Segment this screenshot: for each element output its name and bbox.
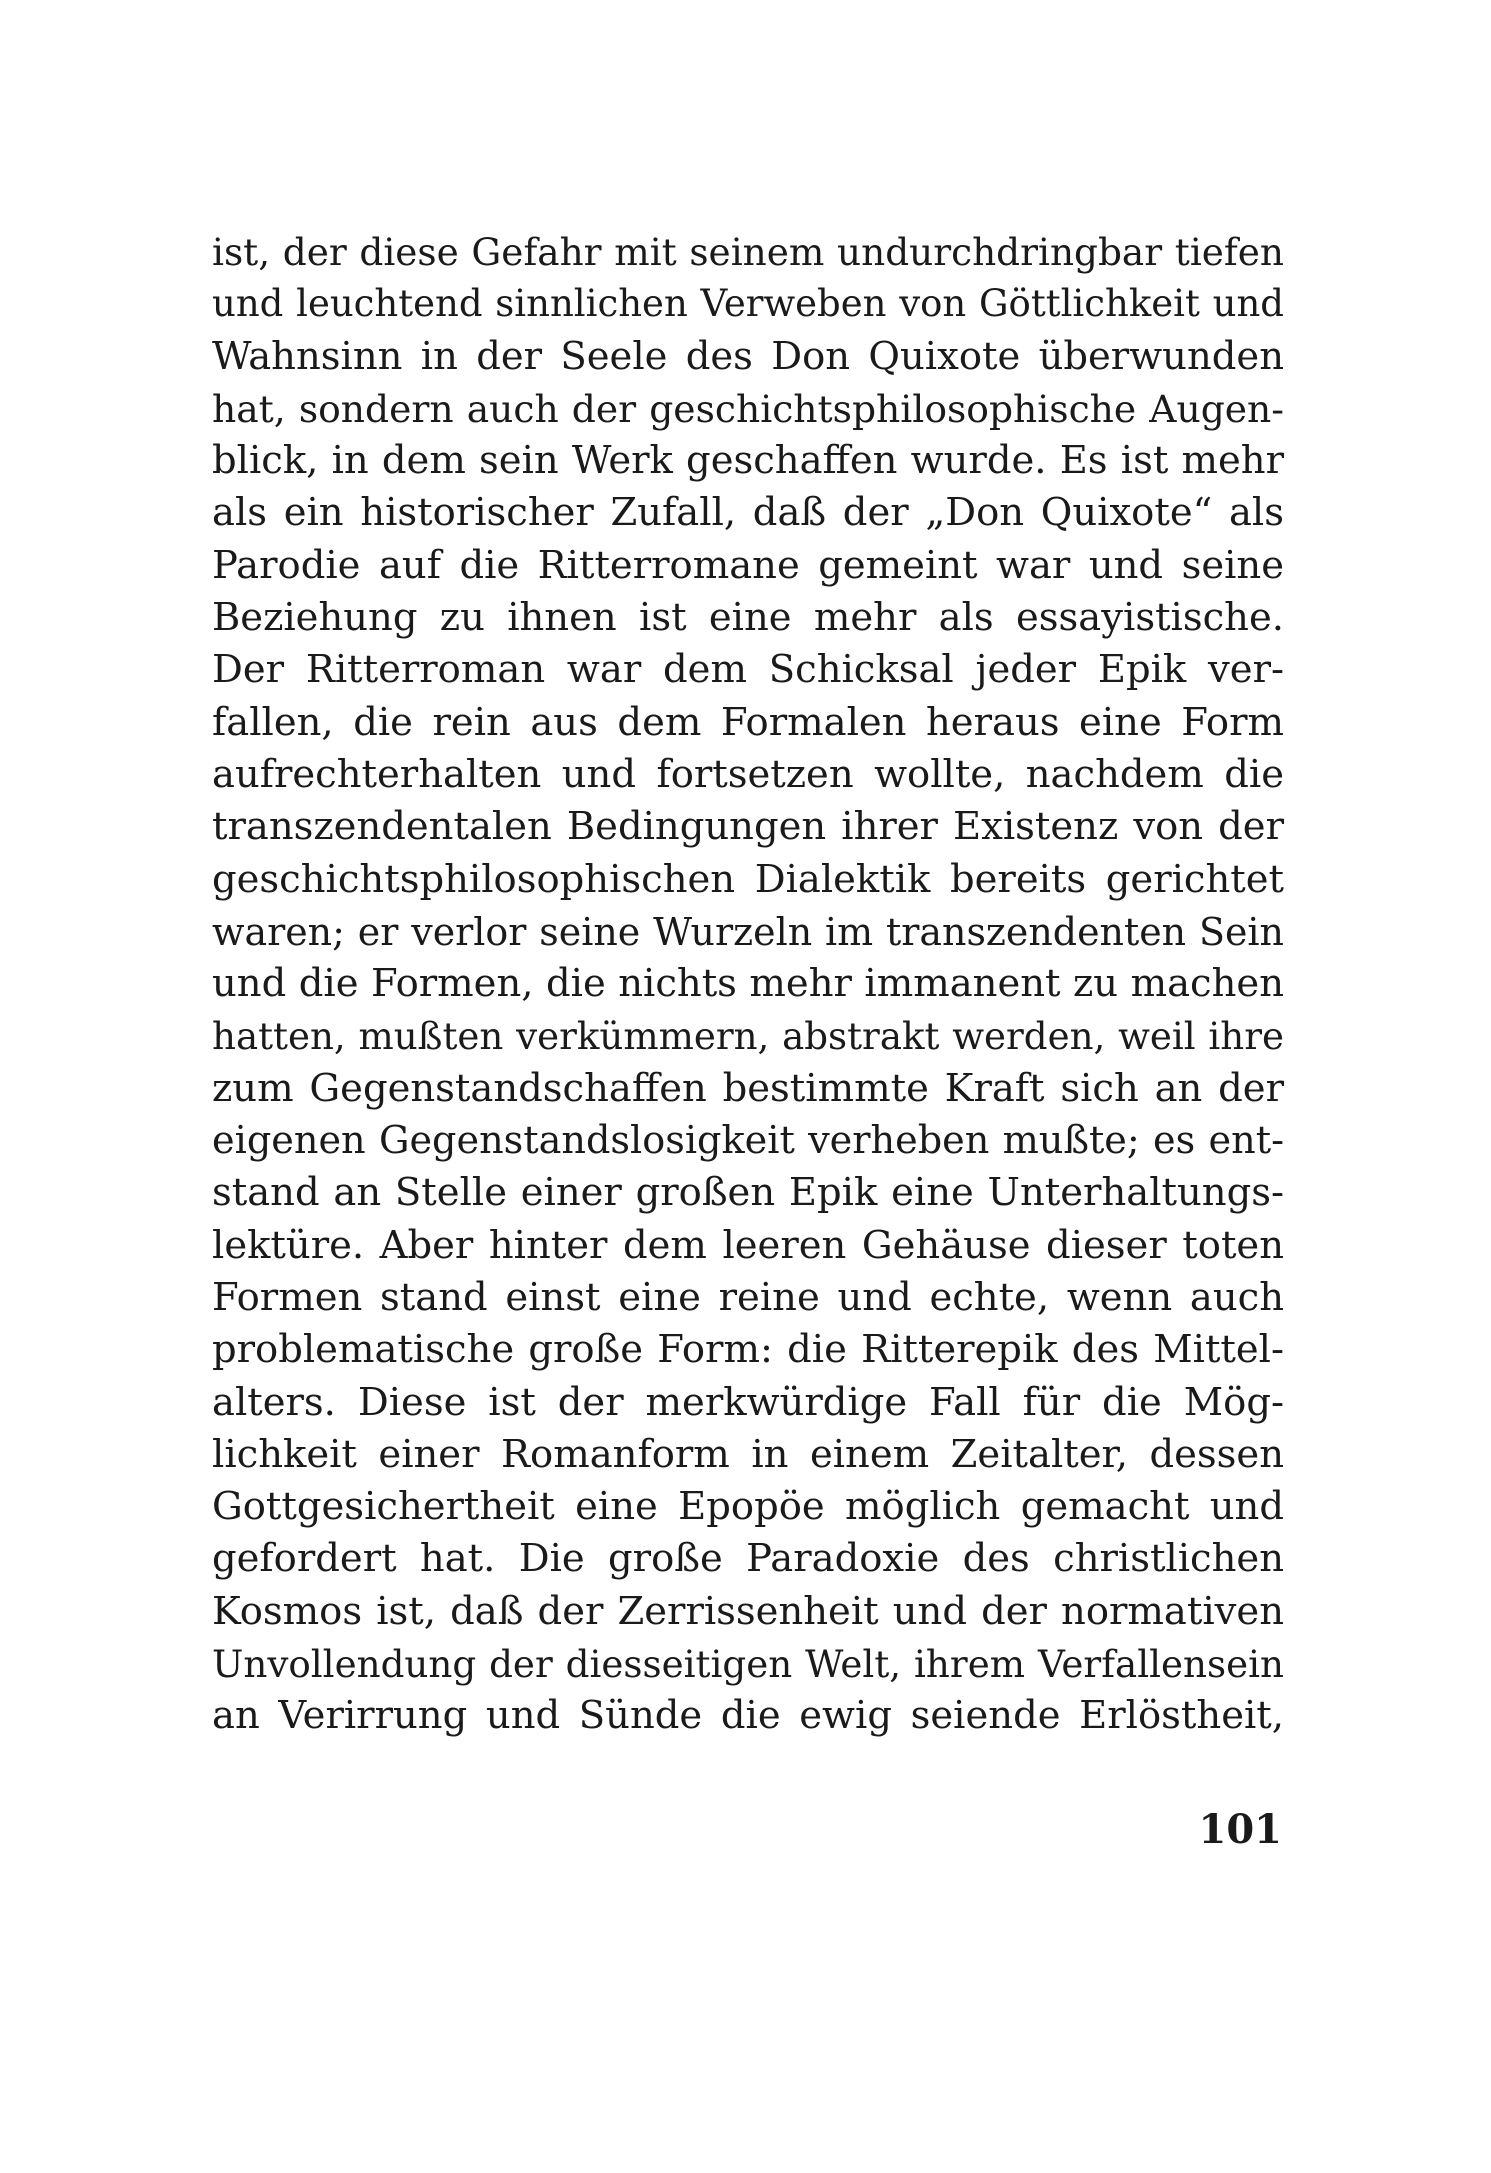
text-line: fallen, die rein aus dem Formalen heraus eine Form xyxy=(212,699,1284,745)
text-line: Parodie auf die Ritterromane gemeint war und seine xyxy=(212,542,1284,588)
text-line: Der Ritterroman war dem Schicksal jeder Epik ver- xyxy=(212,647,1284,693)
text-line: als ein historischer Zufall, daß der „Don Quixote“ als xyxy=(212,490,1284,536)
text-line: aufrechterhalten und fortsetzen wollte, nachdem die xyxy=(212,751,1284,797)
text-line: und leuchtend sinnlichen Verweben von Göttlichkeit und xyxy=(212,282,1284,326)
text-line: Formen stand einst eine reine und echte, wenn auch xyxy=(212,1274,1284,1320)
text-line: hatten, mußten verkümmern, abstrakt werden, weil ihre xyxy=(212,1014,1284,1059)
body-text xyxy=(212,226,1284,1743)
text-line: alters. Diese ist der merkwürdige Fall für die Mög- xyxy=(212,1379,1284,1425)
text-line: waren; er verlor seine Wurzeln im transzendenten Sein xyxy=(212,909,1284,954)
text-line: gefordert hat. Die große Paradoxie des christlichen xyxy=(212,1536,1284,1582)
text-line: und die Formen, die nichts mehr immanent zu machen xyxy=(212,961,1284,1007)
page-number: 101 xyxy=(1198,1806,1282,1853)
text-line: stand an Stelle einer großen Epik eine Unterhaltungs- xyxy=(212,1170,1284,1216)
text-line: Wahnsinn in der Seele des Don Quixote überwunden xyxy=(212,333,1284,379)
text-line: Unvollendung der diesseitigen Welt, ihrem Verfallensein xyxy=(212,1642,1284,1687)
text-line: eigenen Gegenstandslosigkeit verheben mußte; es ent- xyxy=(212,1119,1284,1164)
text-line: an Verirrung und Sünde die ewig seiende Erlöstheit, xyxy=(212,1693,1284,1739)
text-line: Kosmos ist, daß der Zerrissenheit und der normativen xyxy=(212,1588,1284,1634)
text-line: lichkeit einer Romanform in einem Zeitalter, dessen xyxy=(212,1431,1284,1477)
text-line: lektüre. Aber hinter dem leeren Gehäuse dieser toten xyxy=(212,1222,1284,1268)
text-line: zum Gegenstandschaffen bestimmte Kraft sich an der xyxy=(212,1065,1284,1111)
text-line: blick, in dem sein Werk geschaffen wurde. Es ist mehr xyxy=(212,438,1284,484)
text-line: problematische große Form: die Ritterepik des Mittel- xyxy=(212,1327,1284,1373)
text-line: Beziehung zu ihnen ist eine mehr als essayistische. xyxy=(212,595,1284,641)
text-line: Gottgesichertheit eine Epopöe möglich gemacht und xyxy=(212,1484,1284,1530)
text-line: ist, der diese Gefahr mit seinem undurchdringbar tiefen xyxy=(212,230,1284,274)
text-line: transzendentalen Bedingungen ihrer Existenz von der xyxy=(212,804,1284,850)
text-line: hat, sondern auch der geschichtsphilosophische Augen- xyxy=(212,386,1284,431)
text-line: geschichtsphilosophischen Dialektik bereits gerichtet xyxy=(212,856,1284,902)
